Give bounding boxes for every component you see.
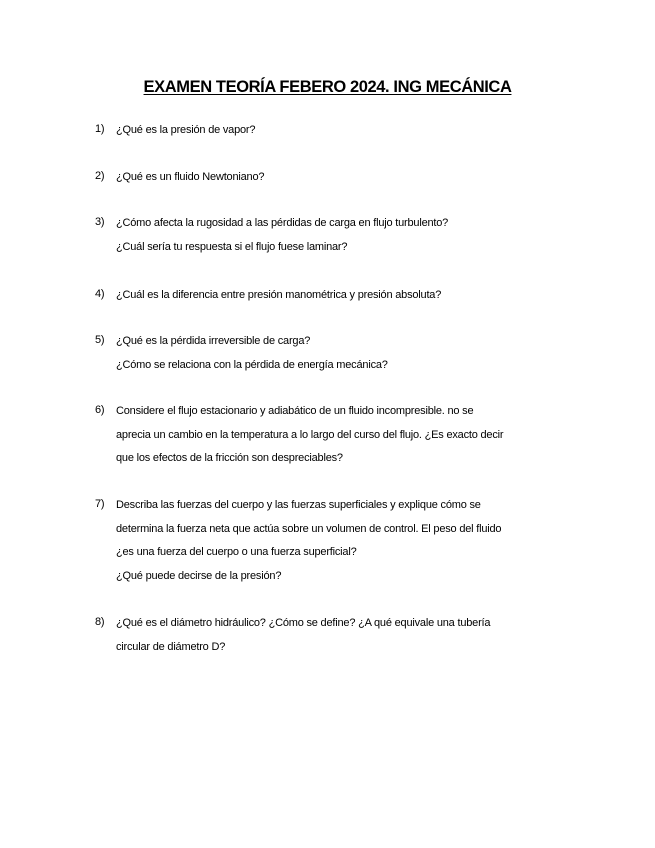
question-text-line: Describa las fuerzas del cuerpo y las fuerzas superficiales y explique cómo se — [116, 499, 481, 511]
question-number: 4) — [95, 288, 105, 300]
question-text-line: aprecia un cambio en la temperatura a lo largo del curso del flujo. ¿Es exacto decir — [116, 428, 504, 441]
question-number: 1) — [95, 123, 105, 135]
question-number: 6) — [95, 404, 105, 416]
question-text-line: ¿Qué es un fluido Newtoniano? — [116, 171, 265, 183]
question-number: 2) — [95, 170, 105, 182]
exam-title: EXAMEN TEORÍA FEBERO 2024. ING MECÁNICA — [143, 78, 512, 96]
question-text-line: circular de diámetro D? — [116, 640, 226, 653]
question-text-line: ¿Cuál sería tu respuesta si el flujo fuese laminar? — [116, 240, 348, 253]
question-text-line: ¿Cómo se relaciona con la pérdida de energía mecánica? — [116, 358, 388, 371]
question-text-line: ¿Qué es el diámetro hidráulico? ¿Cómo se define? ¿A qué equivale una tubería — [116, 617, 491, 629]
question-text-line: Considere el flujo estacionario y adiabático de un fluido incompresible. no se — [116, 405, 474, 417]
question-number: 5) — [95, 334, 105, 346]
question-text-line: que los efectos de la fricción son despreciables? — [116, 452, 343, 464]
question-text-line: ¿Cómo afecta la rugosidad a las pérdidas de carga en flujo turbulento? — [116, 217, 449, 229]
question-text-line: ¿es una fuerza del cuerpo o una fuerza superficial? — [116, 546, 357, 558]
question-text-line: ¿Qué es la pérdida irreversible de carga? — [116, 335, 311, 347]
question-text-line: ¿Cuál es la diferencia entre presión manométrica y presión absoluta? — [116, 289, 442, 301]
question-text-line: ¿Qué puede decirse de la presión? — [116, 569, 282, 582]
question-number: 7) — [95, 498, 105, 510]
question-text-line: ¿Qué es la presión de vapor? — [116, 124, 256, 136]
question-text-line: determina la fuerza neta que actúa sobre un volumen de control. El peso del fluido — [116, 522, 502, 535]
question-number: 3) — [95, 216, 105, 228]
question-number: 8) — [95, 616, 105, 628]
